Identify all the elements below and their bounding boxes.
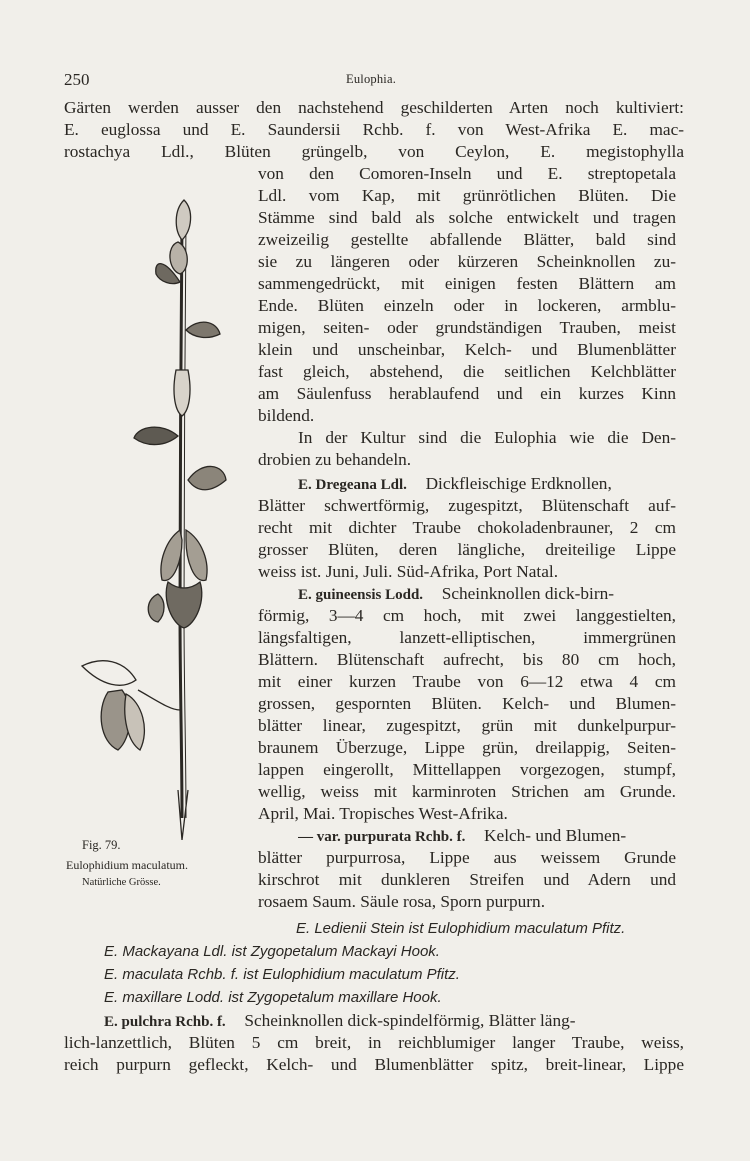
text-line: bildend. bbox=[258, 406, 315, 425]
entry-line bbox=[298, 473, 676, 496]
text-line: braunem Überzuge, Lippe grün, dreilappig, Seiten- bbox=[258, 738, 676, 757]
text-line: blätter linear, zugespitzt, grün mit dunkelpurpur- bbox=[258, 716, 676, 735]
text-line: sie zu längeren oder kürzeren Scheinknollen zu- bbox=[258, 252, 676, 271]
text-line: migen, seiten- oder grundständigen Trauben, meist bbox=[258, 318, 676, 337]
text-line: drobien zu behandeln. bbox=[258, 450, 412, 469]
text-line: zweizeilig gestellte abfallende Blätter, bald sind bbox=[258, 230, 676, 249]
text-line: lappen eingerollt, Mittellappen vorgezogen, stumpf, bbox=[258, 760, 676, 779]
text-line: grosser Blüten, deren längliche, dreiteilige Lippe bbox=[258, 540, 676, 559]
synonym-line: E. Mackayana Ldl. ist Zygopetalum Mackayi Hook. bbox=[104, 943, 440, 960]
text-line: wellig, weiss mit karminroten Strichen am Grunde. bbox=[258, 782, 676, 801]
text-line: förmig, 3—4 cm hoch, mit zwei langgestielten, bbox=[258, 606, 676, 625]
text-line: Ende. Blüten einzeln oder in lockeren, armblu- bbox=[258, 296, 676, 315]
text-line: rostachya Ldl., Blüten grüngelb, von Ceylon, E. megistophylla bbox=[64, 142, 684, 161]
text-line: Stämme sind bald als solche entwickelt und tragen bbox=[258, 208, 676, 227]
orchid-illustration bbox=[62, 190, 258, 840]
species-heading: E. Dregeana Ldl. bbox=[298, 477, 407, 493]
text-line: recht mit dichter Traube chokoladenbrauner, 2 cm bbox=[258, 518, 676, 537]
entry-text: Kelch- und Blumen- bbox=[484, 826, 627, 845]
text-line: In der Kultur sind die Eulophia wie die Den- bbox=[298, 428, 676, 447]
synonym-line: E. maculata Rchb. f. ist Eulophidium maculatum Pfitz. bbox=[104, 966, 460, 983]
text-line: kirschrot mit dunkleren Streifen und Adern und bbox=[258, 870, 676, 889]
synonym-line: E. Ledienii Stein ist Eulophidium maculatum Pfitz. bbox=[296, 920, 626, 937]
text-line: fast gleich, abstehend, die seitlichen Kelchblätter bbox=[258, 362, 676, 381]
page-header bbox=[64, 70, 684, 90]
species-heading: E. guineensis Lodd. bbox=[298, 587, 424, 603]
text-line: klein und unscheinbar, Kelch- und Blumenblätter bbox=[258, 340, 676, 359]
text-line: grossen, gespornten Blüten. Kelch- und Blumen- bbox=[258, 694, 676, 713]
synonym-line: E. maxillare Lodd. ist Zygopetalum maxillare Hook. bbox=[104, 989, 442, 1006]
text-line: mit einer kurzen Traube von 6—12 etwa 4 cm bbox=[258, 672, 676, 691]
text-line: blätter purpurrosa, Lippe aus weissem Grunde bbox=[258, 848, 676, 867]
entry-line bbox=[298, 583, 676, 606]
entry-line bbox=[104, 1010, 684, 1033]
figure-79 bbox=[62, 190, 258, 870]
text-line: sammengedrückt, mit einigen festen Blättern am bbox=[258, 274, 676, 293]
entry-text: Scheinknollen dick-spindelförmig, Blätter läng- bbox=[244, 1011, 576, 1030]
figure-subtitle: Natürliche Grösse. bbox=[82, 877, 161, 888]
species-heading: E. pulchra Rchb. f. bbox=[104, 1014, 226, 1030]
text-line: April, Mai. Tropisches West-Afrika. bbox=[258, 804, 508, 823]
entry-line bbox=[298, 825, 676, 848]
text-line: rosaem Saum. Säule rosa, Sporn purpurn. bbox=[258, 892, 546, 911]
text-line: von den Comoren-Inseln und E. streptopetala bbox=[258, 164, 676, 183]
text-line: Ldl. vom Kap, mit grünrötlichen Blüten. Die bbox=[258, 186, 676, 205]
page-number: 250 bbox=[64, 70, 90, 89]
text-line: Blättern. Blütenschaft aufrecht, bis 80 cm hoch, bbox=[258, 650, 676, 669]
text-line: reich purpurn gefleckt, Kelch- und Blumenblätter spitz, breit-linear, Lippe bbox=[64, 1055, 684, 1074]
figure-title: Eulophidium maculatum. bbox=[66, 858, 188, 872]
running-head: Eulophia. bbox=[346, 72, 397, 86]
figure-number: Fig. 79. bbox=[82, 838, 121, 852]
variety-heading: — var. purpurata Rchb. f. bbox=[298, 829, 466, 845]
text-line: Gärten werden ausser den nachstehend geschilderten Arten noch kultiviert: bbox=[64, 98, 684, 117]
text-line: weiss ist. Juni, Juli. Süd-Afrika, Port Natal. bbox=[258, 562, 559, 581]
entry-text: Scheinknollen dick-birn- bbox=[441, 584, 614, 603]
text-line: Blätter schwertförmig, zugespitzt, Blütenschaft auf- bbox=[258, 496, 676, 515]
entry-text: Dickfleischige Erdknollen, bbox=[425, 474, 612, 493]
text-line: längsfaltigen, lanzett-elliptischen, immergrünen bbox=[258, 628, 676, 647]
text-line: E. euglossa und E. Saundersii Rchb. f. von West-Afrika E. mac- bbox=[64, 120, 684, 139]
text-line: lich-lanzettlich, Blüten 5 cm breit, in reichblumiger langer Traube, weiss, bbox=[64, 1033, 684, 1052]
text-line: am Säulenfuss herablaufend und ein kurzes Kinn bbox=[258, 384, 676, 403]
